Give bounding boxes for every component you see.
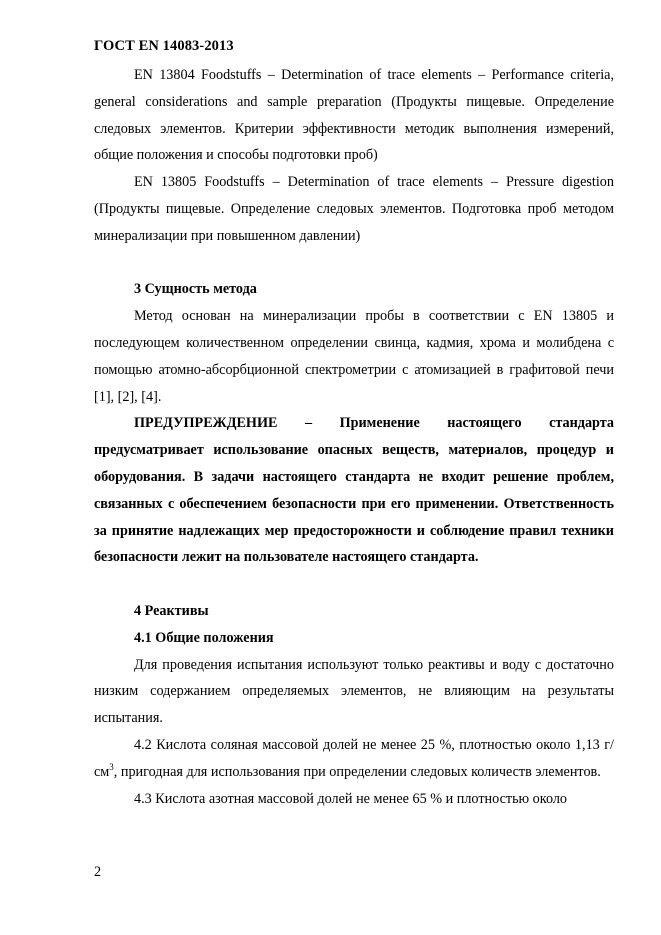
section-4-heading: 4 Реактивы xyxy=(134,602,209,619)
section-4-1-paragraph: Для проведения испытания используют только реактивы и воду с достаточно низким содержанием определяемых элементов, не влияющим на результаты испытания. xyxy=(94,656,614,727)
spacer xyxy=(94,571,614,598)
section-4-2-text-before-unit: 4.2 Кислота соляная массовой долей не менее 25 %, плотностью около 1,13 г/см xyxy=(94,736,614,780)
section-3-heading: 3 Сущность метода xyxy=(134,281,257,298)
section-3-paragraph: Метод основан на минерализации пробы в соответствии с EN 13805 и последующем количественном определении свинца, кадмия, хрома и молибдена с помощью атомно-абсорбционной спектрометрии с атомизацией в графитовой печи [1], [2], [4]. xyxy=(94,308,614,405)
spacer xyxy=(94,250,614,277)
section-4-3-paragraph: 4.3 Кислота азотная массовой долей не менее 65 % и плотностью около xyxy=(134,790,568,807)
standard-code-header: ГОСТ EN 14083-2013 xyxy=(94,38,234,54)
section-4-1-heading: 4.1 Общие положения xyxy=(134,629,274,646)
section-4-2-text-after-unit: , пригодная для использования при определении следовых количеств элементов. xyxy=(113,763,601,780)
reference-en-13804: EN 13804 Foodstuffs – Determination of trace elements – Performance criteria, general considerations and sample preparation (Продукты пищевые. Определение следовых элементов. Критерии эффективности методик выполнения измерений, общие положения и способы подготовки проб) xyxy=(94,67,614,164)
unit-exponent: 3 xyxy=(109,761,114,772)
reference-en-13805: EN 13805 Foodstuffs – Determination of trace elements – Pressure digestion (Продукты пищевые. Определение следовых элементов. Подготовка проб методом минерализации при повышенном давлении) xyxy=(94,174,614,244)
warning-paragraph: ПРЕДУПРЕЖДЕНИЕ – Применение настоящего стандарта предусматривает использование опасных веществ, материалов, процедур и оборудования. В задачи настоящего стандарта не входит решение проблем, связанных с обеспечением безопасности при его применении. Ответственность за принятие надлежащих мер предосторожности и соблюдение правил техники безопасности лежит на пользователе настоящего стандарта. xyxy=(94,415,614,566)
page-number: 2 xyxy=(94,864,102,880)
section-4-2-paragraph xyxy=(94,732,614,786)
document-body xyxy=(94,62,614,812)
